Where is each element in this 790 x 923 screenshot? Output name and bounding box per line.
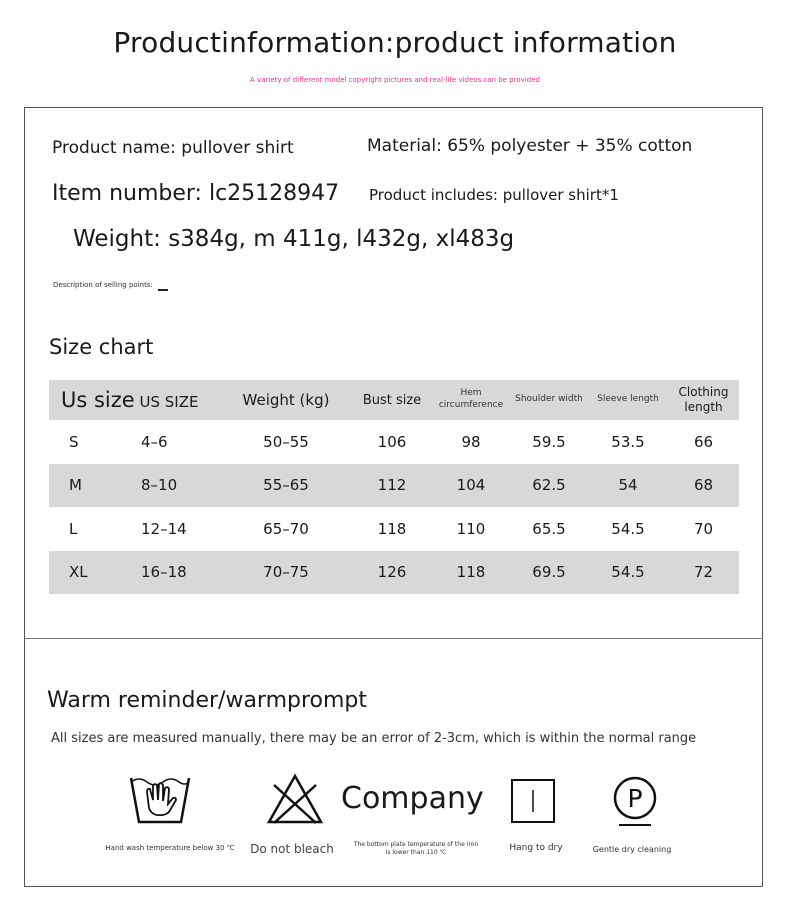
- cell-sleeve: 54: [618, 476, 638, 495]
- header-us-size: [49, 380, 220, 420]
- product-includes: Product includes: pullover shirt*1: [369, 186, 619, 204]
- no-bleach-label: Do not bleach: [250, 842, 334, 856]
- hang-dry-icon: [510, 778, 556, 824]
- header-weight: Weight (kg): [242, 391, 330, 409]
- page-title: Productinformation:product information: [113, 26, 677, 59]
- cell-sleeve: 54.5: [611, 563, 645, 582]
- cell-weight: 70–75: [263, 563, 309, 582]
- row-size-us: [49, 420, 220, 464]
- cell-hem: 118: [456, 563, 486, 582]
- hand-wash-label: Hand wash temperature below 30 ℃: [105, 844, 235, 852]
- row-size-us: [49, 551, 220, 595]
- cell-bust: 118: [377, 519, 407, 538]
- cell-us: 4–6: [141, 432, 168, 451]
- cell-shoulder: 69.5: [532, 563, 566, 582]
- cell-sleeve: 53.5: [611, 432, 645, 451]
- iron-label: The bottom plate temperature of the iron is lower than 110 ℃: [353, 841, 479, 856]
- cell-weight: 65–70: [263, 519, 309, 538]
- table-row: [49, 420, 739, 464]
- row-size-us: [49, 464, 220, 508]
- header-shoulder: Shoulder width: [515, 394, 583, 405]
- cell-length: 72: [693, 563, 714, 582]
- cell-length: 70: [693, 519, 714, 538]
- table-row: [49, 551, 739, 595]
- reminder-text: All sizes are measured manually, there may be an error of 2-3cm, which is within the normal range: [51, 731, 697, 746]
- cell-hem: 110: [456, 519, 486, 538]
- selling-points: Description of selling points:: [53, 281, 153, 289]
- weight-info: Weight: s384g, m 411g, l432g, xl483g: [73, 226, 515, 252]
- cell-bust: 106: [377, 432, 407, 451]
- header-sleeve: Sleeve length: [597, 394, 659, 405]
- cell-weight: 50–55: [263, 432, 309, 451]
- reminder-title: Warm reminder/warmprompt: [47, 688, 368, 713]
- cell-size: L: [69, 519, 78, 538]
- cell-shoulder: 59.5: [532, 432, 566, 451]
- table-header-row: [49, 380, 739, 420]
- cell-us: 8–10: [141, 476, 178, 495]
- header-hem: Hem circumference: [438, 388, 504, 410]
- cell-hem: 98: [461, 432, 481, 451]
- selling-points-dash: [158, 289, 168, 291]
- section-divider: [24, 638, 763, 639]
- page-subtitle: A variety of different model copyright pictures and real-life videos can be provided: [250, 76, 540, 84]
- cell-shoulder: 65.5: [532, 519, 566, 538]
- cell-shoulder: 62.5: [532, 476, 566, 495]
- cell-bust: 112: [377, 476, 407, 495]
- do-not-bleach-icon: [266, 773, 324, 825]
- cell-bust: 126: [377, 563, 407, 582]
- cell-length: 68: [693, 476, 714, 495]
- item-number: Item number: lc25128947: [52, 181, 340, 206]
- size-chart-table: [49, 380, 739, 594]
- table-row: [49, 507, 739, 551]
- cell-size: S: [69, 432, 79, 451]
- size-chart-title: Size chart: [49, 335, 154, 359]
- cell-length: 66: [693, 432, 714, 451]
- cell-sleeve: 54.5: [611, 519, 645, 538]
- product-name: Product name: pullover shirt: [52, 138, 294, 158]
- dry-clean-label: Gentle dry cleaning: [592, 845, 672, 854]
- company-label: Company: [341, 781, 484, 816]
- row-size-us: [49, 507, 220, 551]
- cell-hem: 104: [456, 476, 486, 495]
- header-clothing: Clothing length: [678, 385, 729, 414]
- table-row: [49, 464, 739, 508]
- dry-clean-icon: [611, 774, 659, 828]
- header-us-size-big: Us size: [61, 388, 135, 412]
- cell-size: XL: [69, 563, 88, 582]
- cell-size: M: [69, 476, 82, 495]
- cell-us: 12–14: [141, 519, 187, 538]
- header-us-size-small: US SIZE: [139, 393, 199, 411]
- header-bust: Bust size: [362, 392, 422, 408]
- svg-text:P: P: [627, 784, 643, 813]
- material: Material: 65% polyester + 35% cotton: [367, 136, 693, 156]
- cell-weight: 55–65: [263, 476, 309, 495]
- cell-us: 16–18: [141, 563, 187, 582]
- hang-dry-label: Hang to dry: [509, 843, 563, 853]
- hand-wash-icon: [129, 774, 191, 826]
